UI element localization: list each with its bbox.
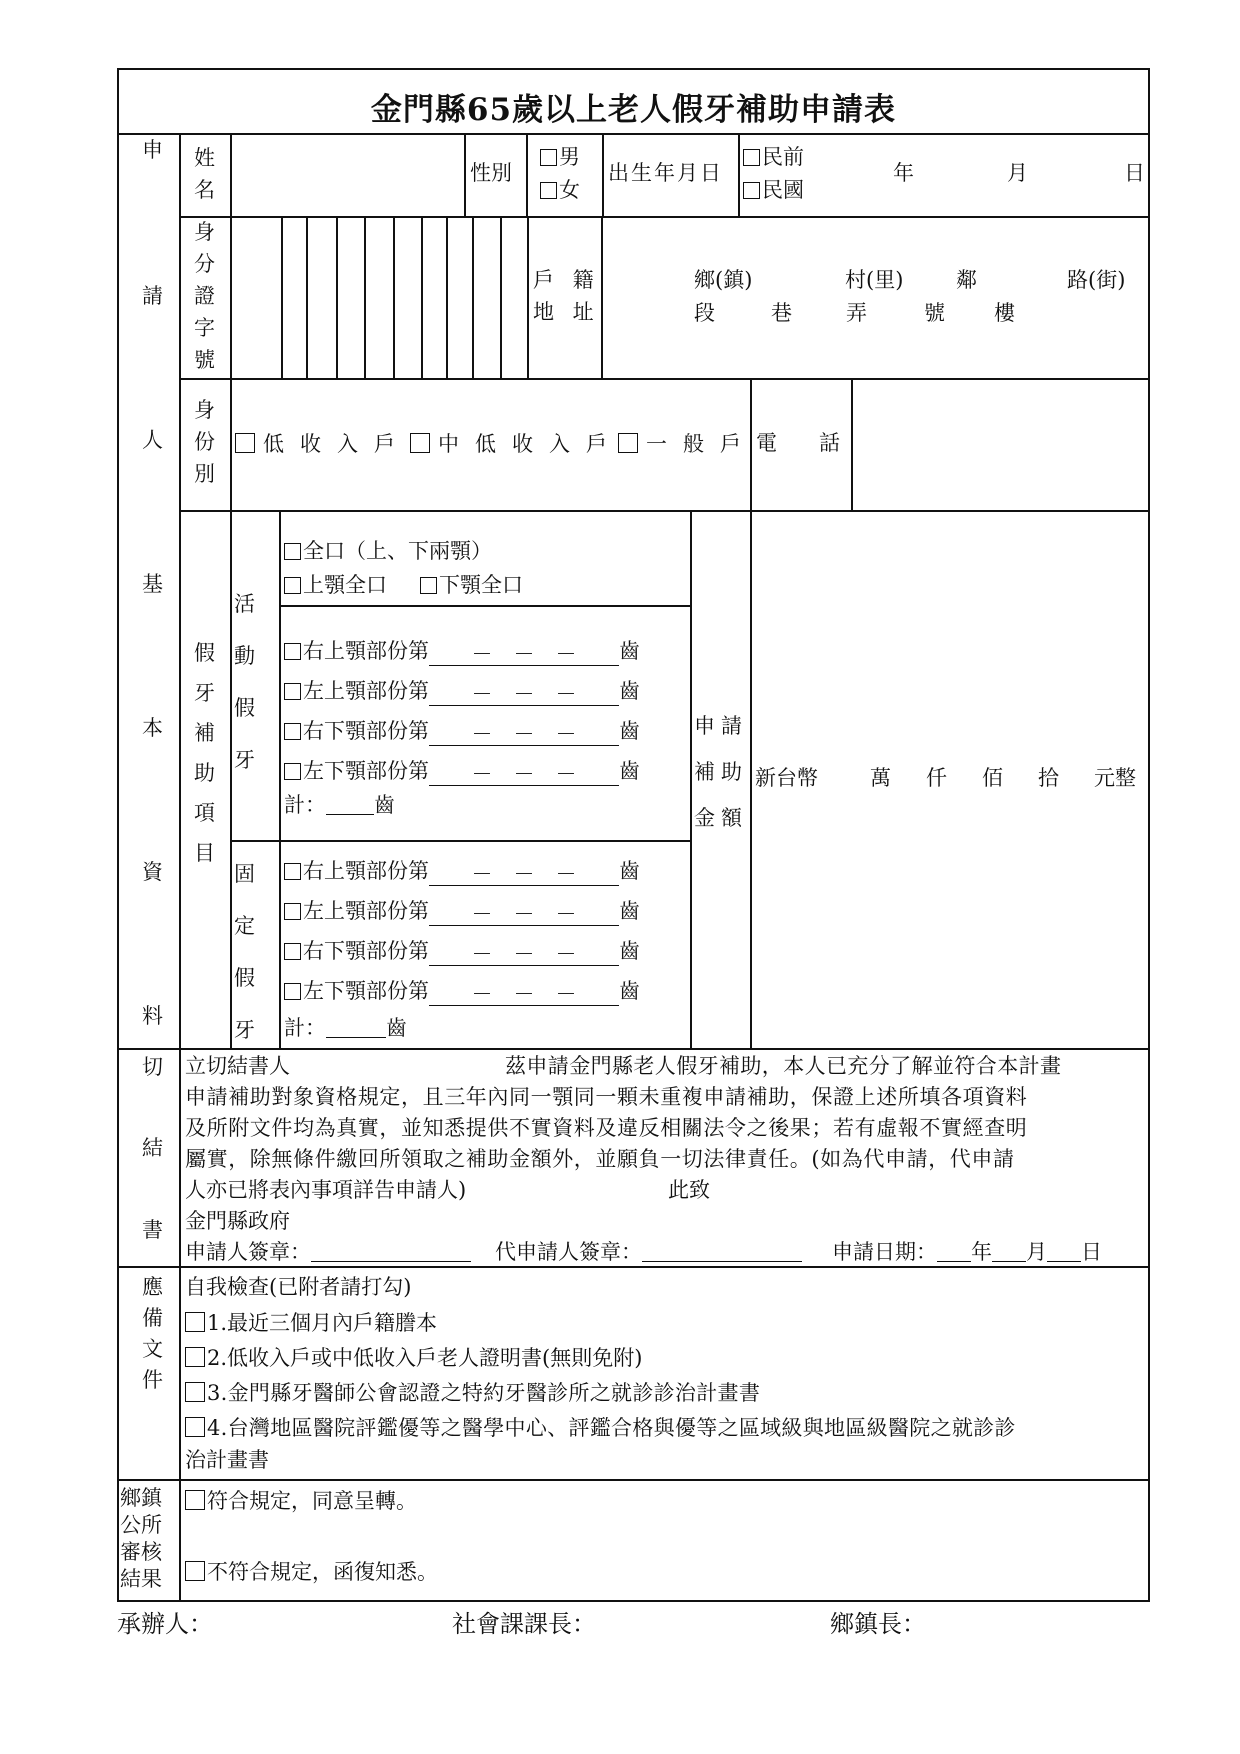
review-label: 審核 [120,1540,162,1564]
affidavit-recipient: 金門縣政府 [185,1209,290,1233]
name-label: 名 [194,178,215,202]
checkbox[interactable] [185,1382,205,1402]
tooth-unit: 齒 [619,899,640,923]
rule-basic-bottom [117,1048,1150,1050]
era-before-text: 民前 [762,145,804,169]
date-year-field[interactable] [937,1243,971,1262]
upper-full-option[interactable] [284,575,387,596]
documents-label: 備 [142,1306,163,1330]
status-general-text: 一般戶 [646,432,757,456]
tooth-number-field[interactable]: － － － [429,684,619,706]
checkbox[interactable] [284,577,301,594]
fixed-total[interactable] [284,1018,407,1039]
rule-removable-bottom [230,840,690,842]
gender-female-text: 女 [559,178,580,202]
affidavit-closing: 此致 [668,1178,710,1202]
address-lane: 巷 [771,301,792,325]
removable-quadrant-row[interactable] [284,761,640,786]
document-item[interactable] [185,1382,760,1404]
tooth-number-field[interactable]: － － － [429,724,619,746]
denture-items-label: 假 [194,641,215,665]
rule-gender-right [526,133,528,216]
removable-quadrant-row[interactable] [284,721,640,746]
removable-label: 牙 [234,748,255,772]
agent-signature[interactable] [495,1242,802,1263]
checkbox[interactable] [284,903,301,920]
rule-birth-right [738,133,740,216]
gender-label: 性別 [470,161,512,185]
form-title: 金門縣65歲以上老人假牙補助申請表 [370,92,897,128]
tooth-number-field[interactable]: － － － [429,944,619,966]
address-road: 路(街) [1067,268,1126,292]
name-label: 姓 [194,146,215,170]
status-option-general[interactable] [618,433,757,455]
applicant-label-char: 本 [142,716,163,740]
removable-quadrant-row[interactable] [284,681,640,706]
affidavit-text: 茲申請金門縣老人假牙補助，本人已充分了解並符合本計畫 [505,1054,1062,1078]
status-low-income-text: 低收入戶 [263,432,411,456]
status-label: 別 [194,462,215,486]
gender-option-male[interactable] [540,147,580,168]
sign-agent-field[interactable] [642,1243,802,1262]
tooth-number-field[interactable]: － － － [429,764,619,786]
fixed-label: 牙 [234,1018,255,1042]
rule-status-bottom [179,510,1150,512]
documents-label: 文 [142,1337,163,1361]
review-reject-option[interactable] [185,1561,438,1583]
tooth-unit: 齒 [386,1016,407,1040]
checkbox[interactable] [284,643,301,660]
affidavit-label: 書 [142,1218,163,1242]
full-mouth-option[interactable] [284,541,492,562]
fixed-quadrant-row[interactable] [284,941,640,966]
document-item-text: 2.低收入戶或中低收入戶老人證明書(無則免附) [207,1346,643,1370]
review-approve-option[interactable] [185,1490,417,1512]
rule-field-label-col [230,133,232,510]
lower-full-text: 下顎全口 [439,573,523,597]
review-approve-text: 符合規定，同意呈轉。 [207,1489,417,1513]
rule-denture-items-col [279,510,281,1048]
footer-township-chief: 鄉鎮長： [830,1610,926,1638]
address-village: 村(里) [845,268,904,292]
status-label: 份 [194,430,215,454]
rule-id-bottom [179,378,1150,380]
rule-label-col [179,133,181,1602]
tooth-unit: 齒 [619,719,640,743]
quadrant-text: 右上顎部份第 [303,859,429,883]
fixed-label: 假 [234,966,255,990]
id-cell-rule [446,216,448,378]
full-mouth-text: 全口（上、下兩顎） [303,539,492,563]
id-cell-rule [393,216,395,378]
amount-unit-yuan: 元整 [1094,766,1136,790]
rule-affidavit-bottom [117,1266,1150,1268]
birth-year-unit: 年 [893,161,914,185]
applicant-label-char: 申 [142,138,163,162]
checkbox[interactable] [185,1561,205,1581]
quadrant-text: 左上顎部份第 [303,899,429,923]
address-floor: 樓 [994,301,1015,325]
date-month-unit: 月 [1026,1240,1047,1264]
checkbox[interactable] [284,943,301,960]
checkbox[interactable] [420,577,437,594]
date-day-field[interactable] [1047,1243,1081,1262]
checkbox[interactable] [185,1417,205,1437]
status-option-low-income[interactable] [235,433,411,455]
tooth-unit: 齒 [619,979,640,1003]
total-field[interactable] [326,1019,386,1038]
checkbox[interactable] [185,1312,205,1332]
amount-label: 金額 [694,806,748,830]
footer-section-chief: 社會課課長： [452,1610,596,1638]
tooth-number-field[interactable]: － － － [429,984,619,1006]
review-label: 結果 [120,1567,162,1591]
quadrant-text: 右上顎部份第 [303,639,429,663]
removable-quadrant-row[interactable] [284,641,640,666]
rule-address-left [527,216,529,378]
birth-month-unit: 月 [1007,161,1028,185]
address-alley: 弄 [846,301,867,325]
document-item[interactable] [185,1347,642,1369]
applicant-label-char: 料 [142,1004,163,1028]
amount-unit-wan: 萬 [870,766,891,790]
quadrant-text: 左上顎部份第 [303,679,429,703]
document-item[interactable] [185,1417,1016,1439]
id-cell-rule [336,216,338,378]
id-label: 證 [194,284,215,308]
checkbox[interactable] [618,433,638,453]
checkbox[interactable] [185,1490,205,1510]
id-cell-rule [364,216,366,378]
document-item-text: 1.最近三個月內戶籍謄本 [207,1311,438,1335]
fixed-label: 定 [234,914,255,938]
checkbox[interactable] [284,863,301,880]
fixed-quadrant-row[interactable] [284,901,640,926]
amount-unit-bai: 佰 [982,766,1003,790]
denture-items-label: 牙 [194,681,215,705]
applicant-label-char: 基 [142,572,163,596]
rule-documents-bottom [117,1479,1150,1481]
amount-unit-shi: 拾 [1038,766,1059,790]
removable-label: 活 [234,592,255,616]
checkbox[interactable] [743,149,760,166]
checkbox[interactable] [284,983,301,1000]
era-option-roc[interactable] [743,180,804,201]
rule-full-bottom [279,605,690,607]
removable-label: 假 [234,696,255,720]
sign-applicant-field[interactable] [311,1243,471,1262]
affidavit-text: 屬實，除無條件繳回所領取之補助金額外，並願負一切法律責任。(如為代申請，代申請 [185,1147,1015,1171]
birth-label: 出生年月日 [608,161,723,185]
documents-label: 應 [142,1275,163,1299]
removable-total[interactable] [284,795,395,816]
address-section: 段 [694,301,715,325]
rule-amount-left [690,510,692,1048]
id-label: 號 [194,348,215,372]
quadrant-text: 右下顎部份第 [303,939,429,963]
affidavit-signer-label: 立切結書人 [185,1054,290,1078]
era-roc-text: 民國 [762,178,804,202]
sign-agent-label: 代申請人簽章： [495,1240,642,1264]
rule-address-right [601,216,603,378]
id-cell-rule [421,216,423,378]
date-month-field[interactable] [992,1243,1026,1262]
review-reject-text: 不符合規定，函復知悉。 [207,1560,438,1584]
tooth-unit: 齒 [619,859,640,883]
affidavit-label: 切 [142,1055,163,1079]
affidavit-text: 及所附文件均為真實，並知悉提供不實資料及違反相關法令之後果；若有虛報不實經查明 [185,1116,1028,1140]
document-item-continuation: 治計畫書 [185,1448,269,1472]
total-field[interactable] [326,796,374,815]
applicant-label-char: 請 [142,284,163,308]
id-cell-rule [500,216,502,378]
quadrant-text: 右下顎部份第 [303,719,429,743]
rule-name-bottom [179,216,1150,218]
address-label: 地 址 [533,300,600,324]
documents-label: 件 [142,1368,163,1392]
tooth-unit: 齒 [619,939,640,963]
affidavit-text: 申請補助對象資格規定，且三年內同一顎同一顆未重複申請補助，保證上述所填各項資料 [185,1085,1028,1109]
affidavit-label: 結 [142,1136,163,1160]
applicant-label-char: 人 [142,428,163,452]
era-option-before[interactable] [743,147,804,168]
checkbox[interactable] [284,683,301,700]
tooth-unit: 齒 [619,679,640,703]
fixed-quadrant-row[interactable] [284,981,640,1006]
tooth-unit: 齒 [374,793,395,817]
rule-phone-right [851,378,853,510]
sign-applicant-label: 申請人簽章： [185,1240,311,1264]
checkbox[interactable] [284,543,301,560]
documents-heading: 自我檢查(已附者請打勾) [185,1275,412,1299]
address-township: 鄉(鎮) [694,268,753,292]
tooth-number-field[interactable]: － － － [429,864,619,886]
lower-full-option[interactable] [420,575,523,596]
application-date[interactable] [832,1242,1102,1263]
review-label: 公所 [120,1513,162,1537]
gender-male-text: 男 [559,145,580,169]
review-label: 鄉鎮 [120,1486,162,1510]
applicant-label-char: 資 [142,860,163,884]
checkbox[interactable] [284,763,301,780]
address-number: 號 [924,301,945,325]
id-label: 字 [194,316,215,340]
birth-day-unit: 日 [1124,161,1145,185]
checkbox[interactable] [284,723,301,740]
removable-label: 動 [234,644,255,668]
document-item[interactable] [185,1312,437,1334]
checkbox[interactable] [540,149,557,166]
id-cell-rule [306,216,308,378]
id-label: 身 [194,220,215,244]
phone-label: 電 話 [756,431,840,455]
applicant-signature[interactable] [185,1242,471,1263]
sign-date-label: 申請日期： [832,1240,937,1264]
quadrant-text: 左下顎部份第 [303,979,429,1003]
fixed-label: 固 [234,862,255,886]
document-item-text: 4.台灣地區醫院評鑑優等之醫學中心、評鑑合格與優等之區域級與地區級醫院之就診診 [207,1416,1016,1440]
gender-option-female[interactable] [540,180,580,201]
total-prefix: 計： [284,1016,326,1040]
amount-currency: 新台幣 [755,766,818,790]
amount-label: 補助 [694,760,748,784]
address-label: 戶 籍 [533,268,600,292]
rule-amount-right [750,378,752,1048]
total-prefix: 計： [284,793,326,817]
rule-denture-sub-col [230,510,232,1048]
document-item-text: 3.金門縣牙醫師公會認證之特約牙醫診所之就診診治計畫書 [207,1381,761,1405]
quadrant-text: 左下顎部份第 [303,759,429,783]
tooth-unit: 齒 [619,639,640,663]
checkbox[interactable] [743,182,760,199]
tooth-unit: 齒 [619,759,640,783]
id-cell-rule [472,216,474,378]
checkbox[interactable] [540,182,557,199]
id-cell-rule [281,216,283,378]
upper-full-text: 上顎全口 [303,573,387,597]
denture-items-label: 目 [194,841,215,865]
checkbox[interactable] [235,433,255,453]
rule-title-bottom [117,133,1150,135]
tooth-number-field[interactable]: － － － [429,904,619,926]
checkbox[interactable] [185,1347,205,1367]
denture-items-label: 項 [194,801,215,825]
denture-items-label: 助 [194,761,215,785]
rule-birth-left [602,133,604,216]
date-year-unit: 年 [971,1240,992,1264]
affidavit-text: 人亦已將表內事項詳告申請人) [185,1178,467,1202]
denture-items-label: 補 [194,721,215,745]
footer-handler: 承辦人： [117,1610,213,1638]
checkbox[interactable] [410,433,430,453]
date-day-unit: 日 [1081,1240,1102,1264]
status-mid-low-income-text: 中低收入戶 [438,432,623,456]
status-label: 身 [194,398,215,422]
status-option-mid-low-income[interactable] [410,433,623,455]
amount-unit-qian: 仟 [926,766,947,790]
id-label: 分 [194,252,215,276]
amount-label: 申請 [694,714,748,738]
form-frame [117,68,1150,1602]
rule-gender-left [464,133,466,216]
tooth-number-field[interactable]: － － － [429,644,619,666]
address-neighborhood: 鄰 [956,268,977,292]
fixed-quadrant-row[interactable] [284,861,640,886]
